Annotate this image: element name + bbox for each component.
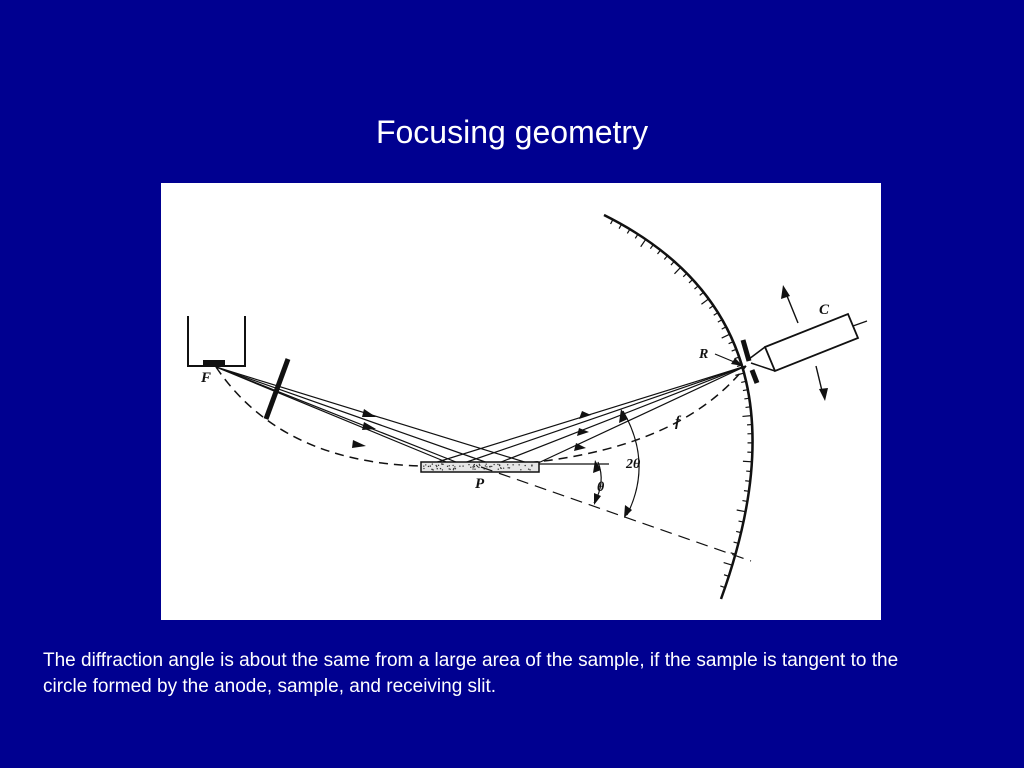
scale-tick xyxy=(694,286,698,289)
counter-motion-arrowhead-up xyxy=(781,285,790,299)
scale-tick xyxy=(722,334,730,338)
scale-tick xyxy=(744,491,749,492)
sample-grain xyxy=(489,466,490,467)
scale-tick xyxy=(744,398,749,399)
sample-grain xyxy=(503,467,504,468)
scale-ticks xyxy=(611,220,753,588)
counter-tube xyxy=(765,314,858,371)
sample-grain xyxy=(474,466,475,467)
sample-grain xyxy=(442,469,443,470)
sample-grain xyxy=(485,465,486,466)
sample-grain xyxy=(435,465,436,466)
sample-grain xyxy=(428,466,429,467)
sample-grain xyxy=(486,463,487,464)
scale-tick xyxy=(746,407,751,408)
sample-grain xyxy=(454,466,455,467)
sample-grain xyxy=(518,464,519,465)
scale-tick xyxy=(671,261,674,265)
sample-grain xyxy=(477,466,478,467)
scale-tick xyxy=(650,245,653,249)
scale-tick xyxy=(743,461,752,462)
sample-grain xyxy=(423,465,424,466)
sample-grain xyxy=(440,468,441,469)
sample-grain xyxy=(497,464,498,465)
sample-grain xyxy=(472,468,473,469)
sample-grain xyxy=(437,468,438,469)
sample-grain xyxy=(479,464,480,465)
sample-grain xyxy=(478,467,479,468)
scale-tick xyxy=(641,239,646,246)
counter-motion-arrowhead-down xyxy=(819,388,828,401)
sample-grain xyxy=(531,465,532,466)
focusing-geometry-diagram xyxy=(161,183,881,620)
sample-grain xyxy=(486,466,487,467)
anode-target xyxy=(203,360,225,366)
sample-grain xyxy=(449,465,450,466)
scale-tick xyxy=(745,481,750,482)
sample-grain xyxy=(432,463,433,464)
sample-grain xyxy=(430,465,431,466)
label-theta: θ xyxy=(597,480,605,495)
scale-tick xyxy=(724,563,733,566)
label-source: F xyxy=(201,370,212,386)
sample-grain xyxy=(528,468,529,469)
scale-tick xyxy=(657,250,660,254)
sample-grain xyxy=(462,465,463,466)
sample-grain xyxy=(438,465,439,466)
counter-axis xyxy=(853,321,867,326)
sample-grain xyxy=(499,465,500,466)
label-focusing-circle: f xyxy=(675,414,680,430)
sample-grain xyxy=(470,467,471,468)
sample-grain xyxy=(452,465,453,466)
scale-tick xyxy=(742,501,747,502)
scale-tick xyxy=(674,267,680,274)
sample-grain xyxy=(508,467,509,468)
scale-tick xyxy=(742,416,751,417)
scale-tick xyxy=(701,299,708,304)
label-sample: P xyxy=(475,476,485,492)
sample-grain xyxy=(507,464,508,465)
scale-tick xyxy=(700,292,704,295)
sample-grain xyxy=(491,466,492,467)
sample-grain xyxy=(441,463,442,464)
sample-grain xyxy=(455,468,456,469)
scale-tick xyxy=(664,256,667,260)
receiving-slit-upper xyxy=(743,340,749,361)
scale-tick xyxy=(635,234,638,238)
sample-grain xyxy=(474,464,475,465)
sample-grain xyxy=(447,466,448,467)
focusing-circle xyxy=(216,366,746,466)
sample-grain xyxy=(432,469,433,470)
receiving-slit-lower xyxy=(752,370,757,383)
label-counter: C xyxy=(819,302,830,318)
ray-arrowheads xyxy=(352,409,591,451)
sample-grain xyxy=(524,465,525,466)
label-receiving-slit: R xyxy=(699,347,709,362)
sample-grain xyxy=(512,464,513,465)
scale-tick xyxy=(709,306,713,309)
label-two-theta: 2θ xyxy=(626,457,641,472)
sample-grain xyxy=(459,465,460,466)
slide-title: Focusing geometry xyxy=(375,114,649,150)
sample-grain xyxy=(509,467,510,468)
scale-tick xyxy=(683,273,687,277)
sample-grain xyxy=(520,469,521,470)
counter-nozzle xyxy=(749,347,765,359)
sample-grain xyxy=(493,464,494,465)
scale-tick xyxy=(689,280,693,283)
scale-tick xyxy=(737,510,746,512)
two-theta-reference-line xyxy=(481,467,751,561)
sample-grain xyxy=(423,468,424,469)
sample-grain xyxy=(425,464,426,465)
flat-sample xyxy=(421,462,539,472)
sample-grain xyxy=(529,469,530,470)
sample-grain xyxy=(453,469,454,470)
sample-grain xyxy=(500,468,501,469)
xray-tube-housing xyxy=(188,316,245,366)
sample-grain xyxy=(498,469,499,470)
sample-grain xyxy=(449,468,450,469)
sample-grain xyxy=(472,466,473,467)
sample-grain xyxy=(474,469,475,470)
sample-grain xyxy=(468,464,469,465)
sample-grain xyxy=(436,466,437,467)
slide-caption: The diffraction angle is about the same from a large area of the sample, if the sample is tangent to the circle formed by the anode, sample, and receiving slit. xyxy=(43,650,899,697)
